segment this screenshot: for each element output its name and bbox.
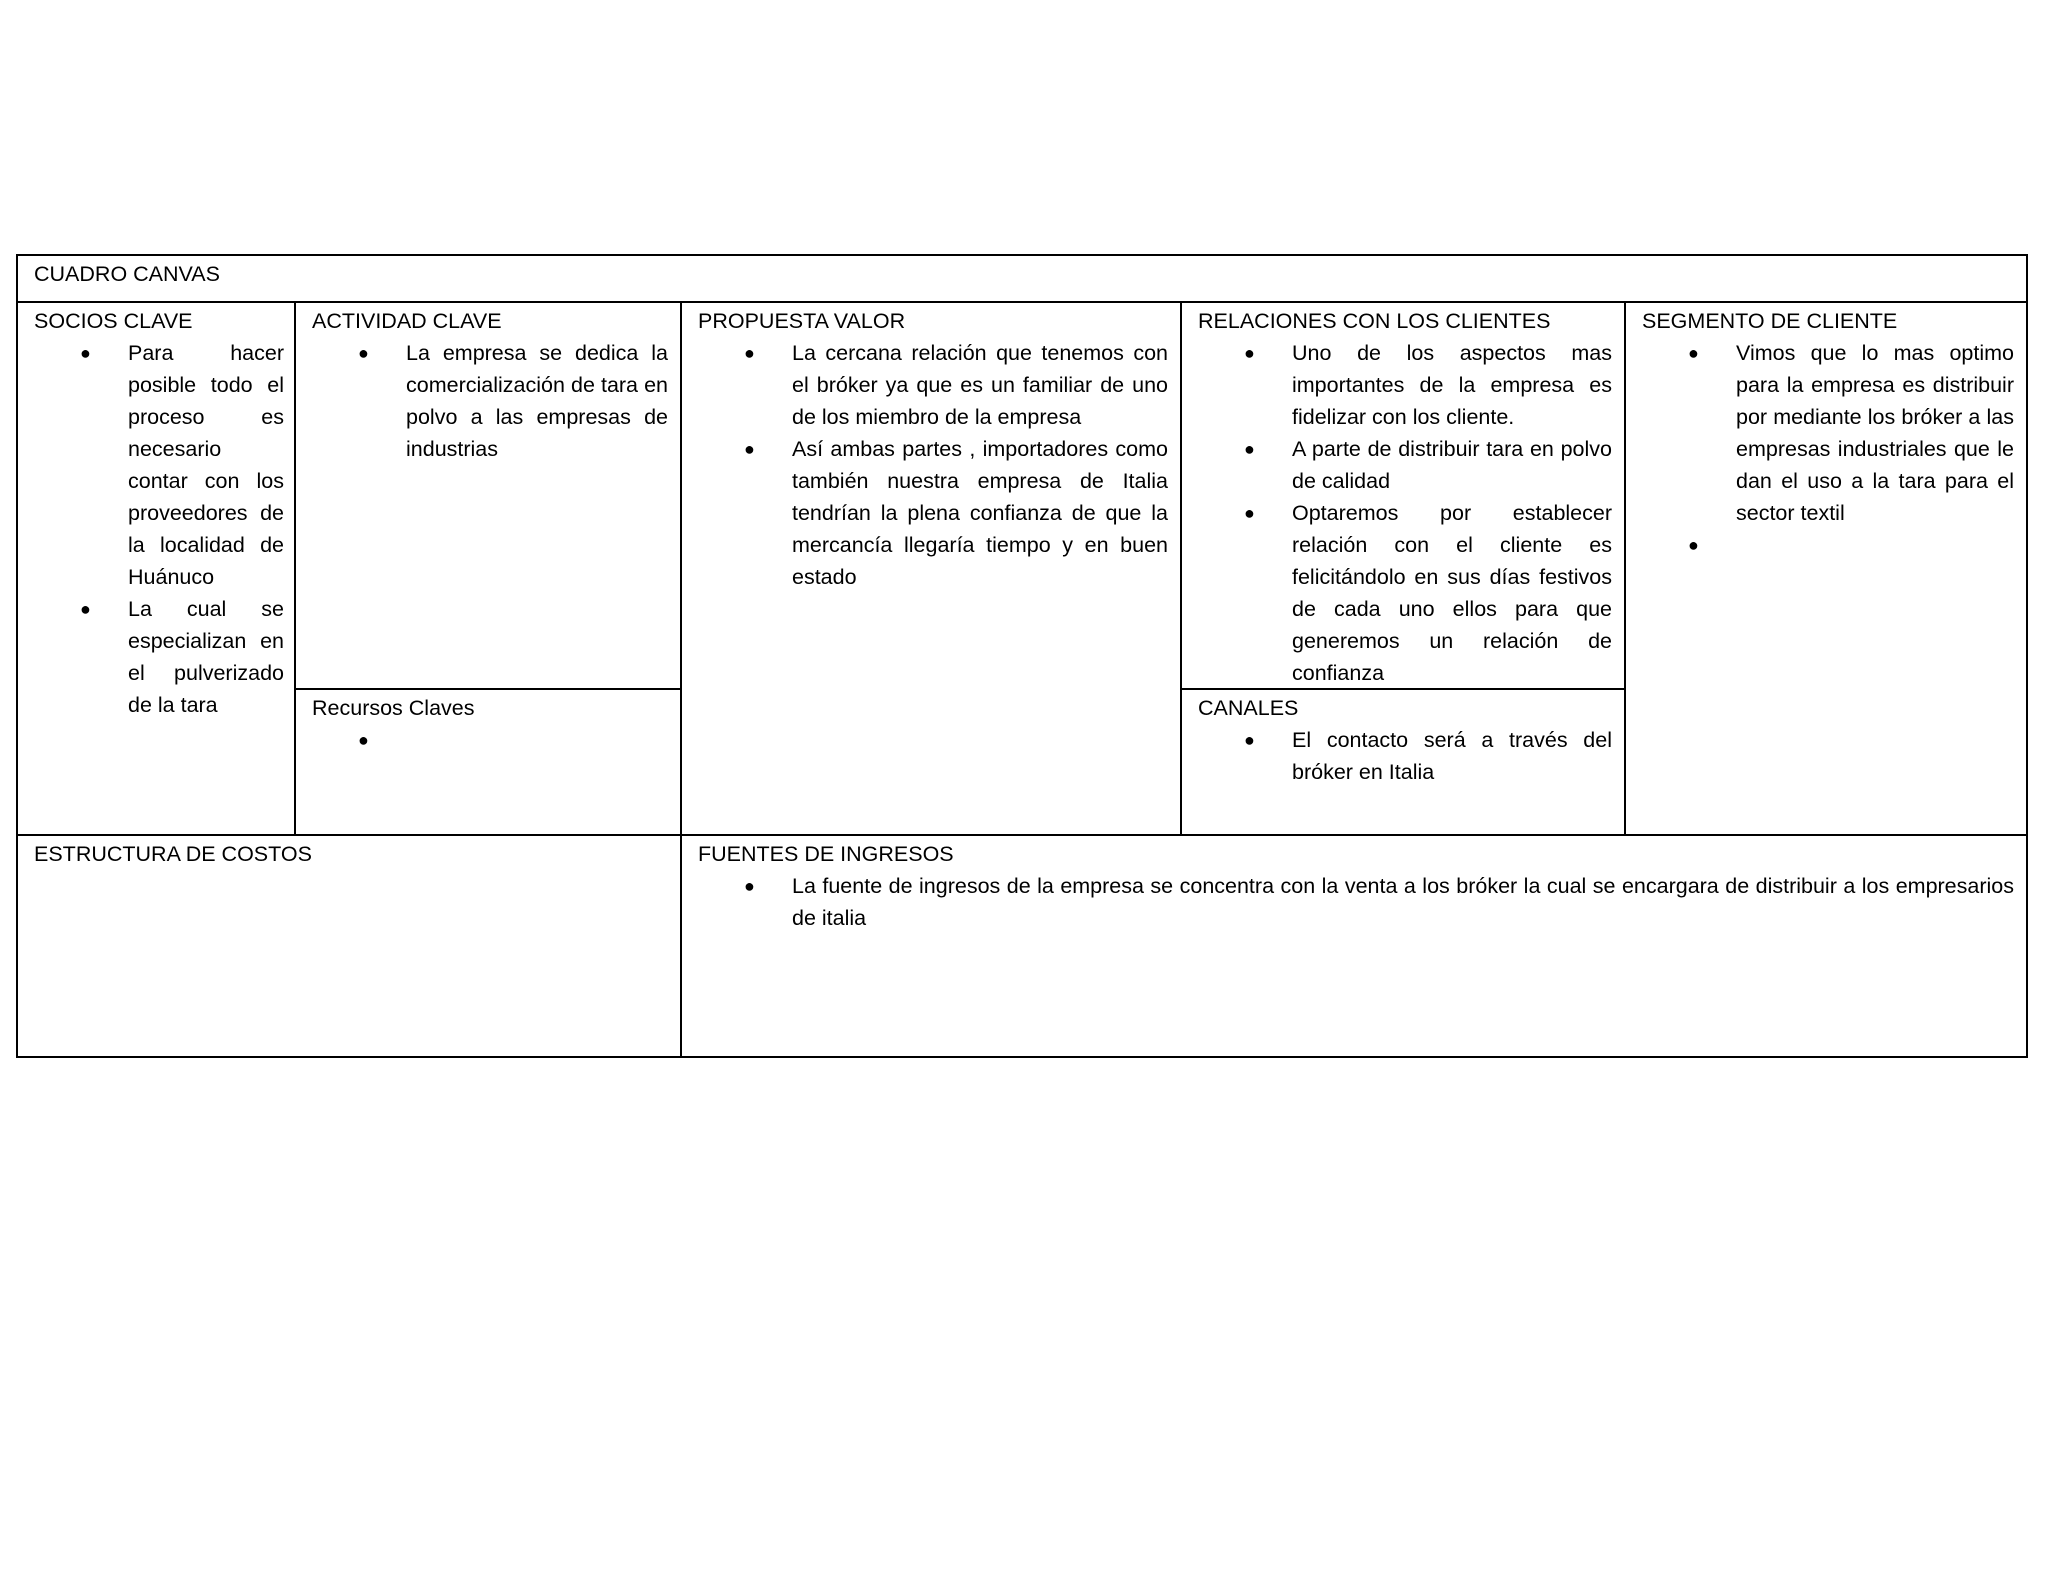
fuentes-ingresos-heading: FUENTES DE INGRESOS — [698, 842, 954, 866]
bullet-icon: ● — [358, 730, 369, 750]
fuentes-ingresos-list — [698, 870, 2014, 934]
list-item: ● La fuente de ingresos de la empresa se concentra con la venta a los bróker la cual se encargara de distribuir a los empresarios de italia — [698, 870, 2014, 934]
bullet-icon: ● — [1244, 730, 1255, 750]
bullet-icon: ● — [1244, 343, 1255, 363]
actividad-clave-cell — [296, 303, 680, 688]
list-item: ● A parte de distribuir tara en polvo de calidad — [1198, 433, 1612, 497]
propuesta-valor-heading: PROPUESTA VALOR — [698, 309, 906, 333]
propuesta-valor-list — [698, 337, 1168, 593]
business-model-canvas-table — [16, 254, 2028, 1058]
actividad-clave-list — [312, 337, 668, 465]
bullet-icon: ● — [80, 343, 91, 363]
bullet-icon: ● — [80, 599, 91, 619]
socios-clave-cell — [18, 303, 294, 834]
list-item: ● Para hacer posible todo el proceso es necesario contar con los proveedores de la localidad de Huánuco — [34, 337, 284, 593]
relaciones-clientes-list — [1198, 337, 1612, 689]
list-item: ● Optaremos por establecer relación con el cliente es felicitándolo en sus días festivos de cada uno ellos para que generemos un relación de confianza — [1198, 497, 1612, 689]
relaciones-clientes-cell — [1182, 303, 1624, 688]
canvas-title: CUADRO CANVAS — [34, 262, 220, 286]
fuentes-ingresos-cell — [682, 836, 2026, 1056]
recursos-claves-cell — [296, 690, 680, 834]
canales-cell — [1182, 690, 1624, 834]
bullet-icon: ● — [1688, 343, 1699, 363]
socios-clave-list — [34, 337, 284, 721]
estructura-costos-cell — [18, 836, 680, 1056]
relaciones-clientes-heading: RELACIONES CON LOS CLIENTES — [1198, 309, 1551, 333]
recursos-claves-list — [312, 724, 664, 756]
bullet-icon: ● — [1688, 535, 1699, 555]
list-item: ● La empresa se dedica la comercialización de tara en polvo a las empresas de industrias — [312, 337, 668, 465]
canales-heading: CANALES — [1198, 696, 1299, 720]
canales-list — [1198, 724, 1612, 788]
socios-clave-heading: SOCIOS CLAVE — [34, 309, 193, 333]
actividad-clave-heading: ACTIVIDAD CLAVE — [312, 309, 502, 333]
list-item: ● El contacto será a través del bróker en Italia — [1198, 724, 1612, 788]
list-item: ● La cercana relación que tenemos con el bróker ya que es un familiar de uno de los miembro de la empresa — [698, 337, 1168, 433]
bullet-icon: ● — [358, 343, 369, 363]
bullet-icon: ● — [744, 343, 755, 363]
segmento-cliente-list — [1642, 337, 2014, 561]
list-item: ● Vimos que lo mas optimo para la empresa es distribuir por mediante los bróker a las empresas industriales que le dan el uso a la tara para el sector textil — [1642, 337, 2014, 529]
propuesta-valor-cell — [682, 303, 1180, 834]
bullet-icon: ● — [744, 876, 755, 896]
bullet-icon: ● — [1244, 503, 1255, 523]
bullet-icon: ● — [1244, 439, 1255, 459]
segmento-cliente-cell — [1626, 303, 2026, 834]
canvas-title-cell — [18, 256, 2026, 301]
list-item — [1642, 529, 2014, 561]
recursos-claves-heading: Recursos Claves — [312, 696, 475, 720]
bullet-icon: ● — [744, 439, 755, 459]
list-item — [312, 724, 664, 756]
list-item: ● Uno de los aspectos mas importantes de la empresa es fidelizar con los cliente. — [1198, 337, 1612, 433]
list-item: ● La cual se especializan en el pulverizado de la tara — [34, 593, 284, 721]
estructura-costos-heading: ESTRUCTURA DE COSTOS — [34, 842, 312, 866]
segmento-cliente-heading: SEGMENTO DE CLIENTE — [1642, 309, 1898, 333]
list-item: ● Así ambas partes , importadores como también nuestra empresa de Italia tendrían la plena confianza de que la mercancía llegaría tiempo y en buen estado — [698, 433, 1168, 593]
